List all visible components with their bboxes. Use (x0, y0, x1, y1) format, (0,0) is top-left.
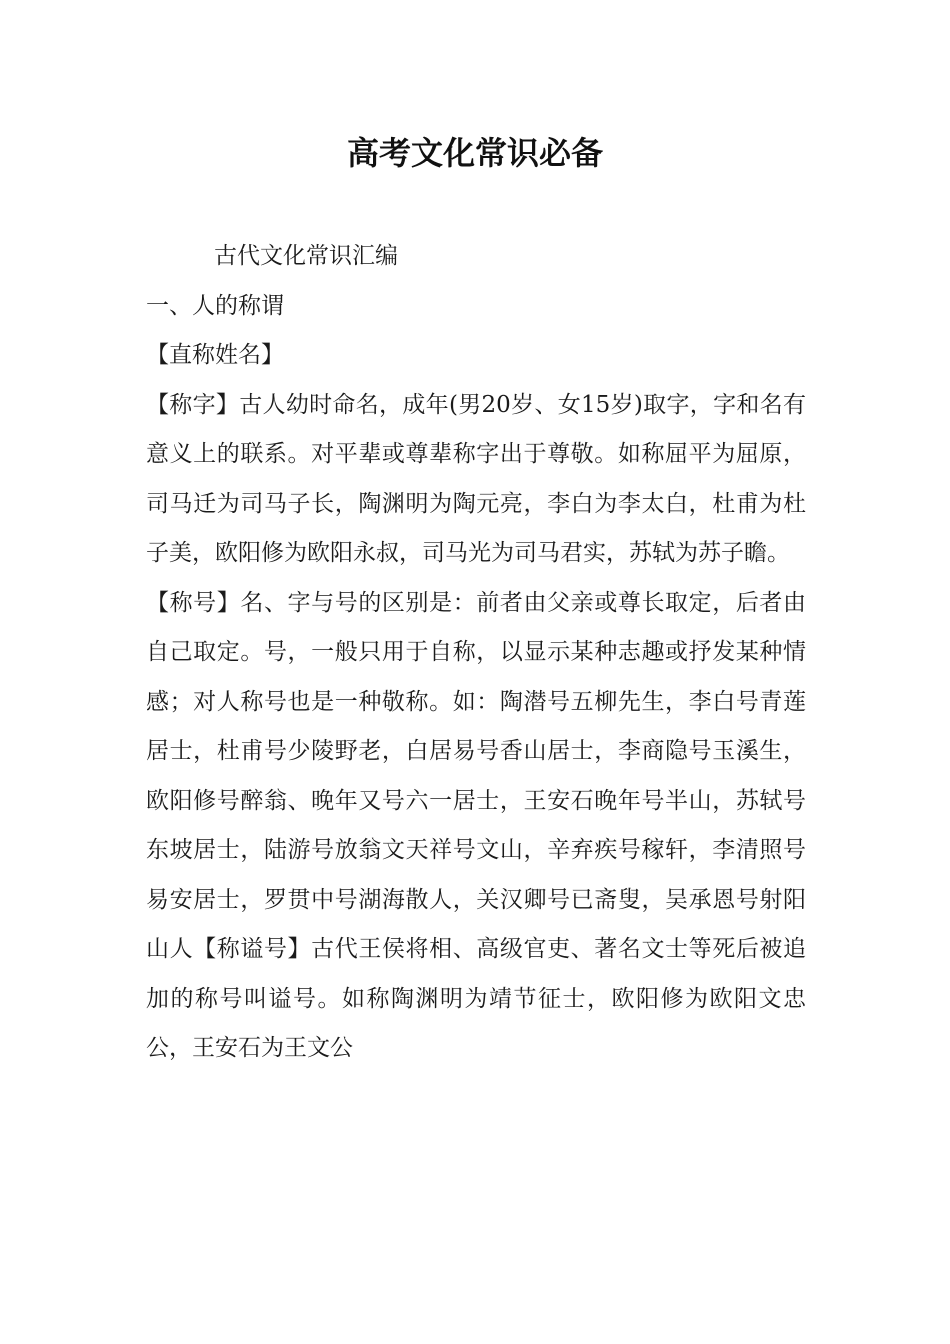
document-title: 高考文化常识必备 (346, 134, 603, 172)
paragraph-courtesy-name: 【称字】古人幼时命名，成年(男20岁、女15岁)取字，字和名有意义上的联系。对平辈或尊辈称字出于尊敬。如称屈平为屈原，司马迁为司马子长，陶渊明为陶元亮，李白为李太白，杜甫为杜子美，欧阳修为欧阳永叔，司马光为司马君实，苏轼为苏子瞻。 (146, 391, 806, 566)
section-heading: 古代文化常识汇编 (214, 243, 398, 269)
paragraph-art-name: 【称号】名、字与号的区别是：前者由父亲或尊长取定，后者由自己取定。号，一般只用于自称，以显示某种志趣或抒发某种情感；对人称号也是一种敬称。如：陶潜号五柳先生，李白号青莲居士，杜甫号少陵野老，白居易号香山居士，李商隐号玉溪生，欧阳修号醉翁、晚年又号六一居士，王安石晚年号半山，苏轼号东坡居士，陆游号放翁文天祥号文山，辛弃疾号稼轩，李清照号易安居士，罗贯中号湖海散人，关汉卿号已斋叟，吴承恩号射阳山人【称谥号】古代王侯将相、高级官吏、著名文士等死后被追加的称号叫谥号。如称陶渊明为靖节征士，欧阳修为欧阳文忠公，王安石为王文公 (146, 589, 806, 1061)
subheading-direct-name: 【直称姓名】 (146, 342, 284, 368)
document-body (146, 232, 806, 1074)
chapter-heading: 一、人的称谓 (146, 292, 284, 319)
